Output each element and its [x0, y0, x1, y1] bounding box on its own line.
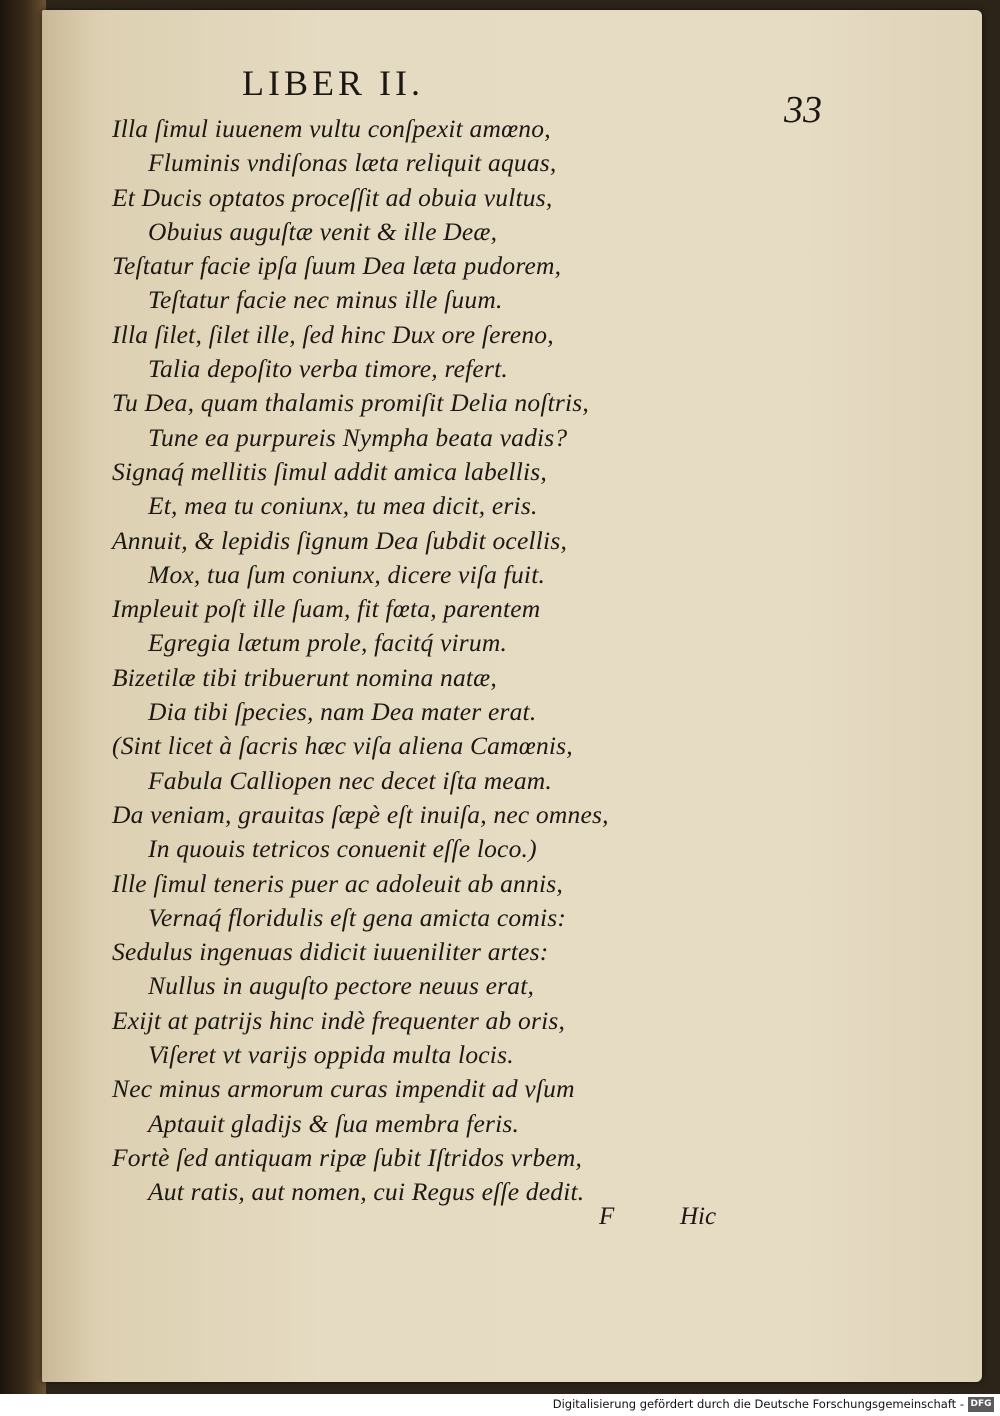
dfg-logo-icon: DFG [968, 1397, 994, 1412]
verse-line: Et, mea tu coniunx, tu mea dicit, eris. [148, 491, 538, 521]
verse-line: Sedulus ingenuas didicit iuueniliter artes: [112, 937, 549, 967]
verse-line: Aptauit gladijs & ſua membra feris. [148, 1108, 520, 1138]
verse-line: Aut ratis, aut nomen, cui Regus eſſe dedit. [148, 1177, 585, 1207]
signature-mark: F [599, 1203, 615, 1230]
verse-line: Et Ducis optatos proceſſit ad obuia vultus, [112, 182, 553, 212]
verse-line: Teſtatur facie nec minus ille ſuum. [148, 285, 503, 315]
verse-line: Fluminis vndiſonas læta reliquit aquas, [148, 148, 557, 178]
funding-credit: Digitalisierung gefördert durch die Deutsche Forschungsgemeinschaft - [552, 1397, 964, 1411]
verse-line: Da veniam, grauitas ſæpè eſt inuiſa, nec omnes, [112, 799, 609, 829]
verse-line: Vernaq́ floridulis eſt gena amicta comis: [148, 902, 567, 932]
verse-line: Annuit, & lepidis ſignum Dea ſubdit ocellis, [112, 525, 568, 555]
verse-line: Tune ea purpureis Nympha beata vadis? [148, 422, 568, 452]
verse-line: Tu Dea, quam thalamis promiſit Delia noſtris, [112, 388, 590, 418]
verse-line: Mox, tua ſum coniunx, dicere viſa fuit. [148, 559, 546, 589]
verse-line: Fabula Calliopen nec decet iſta meam. [148, 765, 552, 795]
verse-line: Signaq́ mellitis ſimul addit amica labellis, [112, 456, 548, 486]
verse-line: Exijt at patrijs hinc indè frequenter ab oris, [112, 1005, 566, 1035]
verse-line: Teſtatur facie ipſa ſuum Dea læta pudorem, [112, 251, 562, 281]
verse-block [112, 112, 712, 1210]
verse-line: Egregia lætum prole, facitq́ virum. [148, 628, 508, 658]
verse-line: Nullus in auguſto pectore neuus erat, [148, 971, 535, 1001]
running-header: LIBER II. [242, 63, 424, 103]
verse-line: Bizetilæ tibi tribuerunt nomina natæ, [112, 662, 497, 692]
verse-line: (Sint licet à ſacris hæc viſa aliena Camœnis, [112, 731, 573, 761]
verse-line: Dia tibi ſpecies, nam Dea mater erat. [148, 697, 537, 727]
verse-line: Obuius auguſtæ venit & ille Deæ, [148, 216, 498, 246]
book-binding-edge [0, 0, 46, 1394]
verse-line: Nec minus armorum curas impendit ad vſum [112, 1074, 575, 1104]
verse-line: Impleuit poſt ille ſuam, fit fœta, parentem [112, 594, 541, 624]
verse-line: Illa ſilet, ſilet ille, ſed hinc Dux ore ſereno, [112, 319, 554, 349]
verse-line: Fortè ſed antiquam ripæ ſubit Iſtridos vrbem, [112, 1142, 583, 1172]
verse-line: Ille ſimul teneris puer ac adoleuit ab annis, [112, 868, 563, 898]
verse-line: Talia depoſito verba timore, refert. [148, 354, 508, 384]
footer-bar [0, 1394, 1000, 1416]
page-number: 33 [784, 89, 822, 131]
verse-line: In quouis tetricos conuenit eſſe loco.) [148, 834, 537, 864]
catchword: Hic [680, 1203, 717, 1230]
verse-line: Viſeret vt varijs oppida multa locis. [148, 1040, 514, 1070]
book-page [42, 10, 982, 1382]
verse-line: Illa ſimul iuuenem vultu conſpexit amœno, [112, 114, 551, 143]
